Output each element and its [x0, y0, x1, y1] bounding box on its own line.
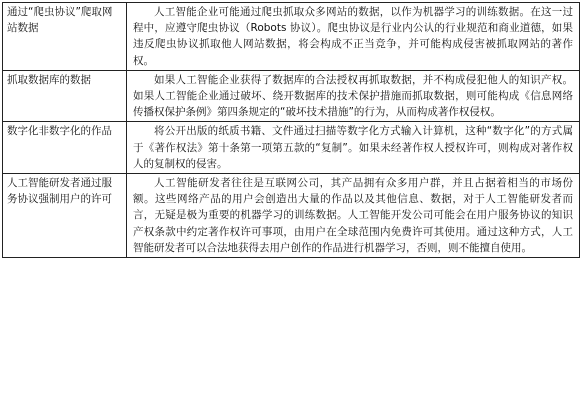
table-row [3, 70, 580, 122]
row-description: 如果人工智能企业获得了数据库的合法授权再抓取数据，并不构成侵犯他人的知识产权。如果人工智能企业通过破坏、绕开数据库的技术保护措施而抓取数据，则可能构成《信息网络传播权保护条例》第四条规定的“破坏技术措施”的行为，从而构成著作权侵权。 [127, 70, 580, 122]
row-description: 人工智能企业可能通过爬虫抓取众多网站的数据，以作为机器学习的训练数据。在这一过程中，应遵守爬虫协议（Robots 协议）。爬虫协议是行业内公认的行业规范和商业道德，如果违反爬虫协议抓取他人网站数据，将会构成不正当竞争，并可能构成侵害被抓取网站的著作权。 [127, 3, 580, 71]
table-row [3, 174, 580, 258]
row-category: 人工智能研发者通过服务协议强制用户的许可 [3, 174, 127, 258]
row-description: 将公开出版的纸质书籍、文件通过扫描等数字化方式输入计算机，这种“数字化”的方式属于《著作权法》第十条第一项第五款的“复制”。如果未经著作权人授权许可，则构成对著作权人的复制权的侵害。 [127, 122, 580, 174]
row-description: 人工智能研发者往往是互联网公司，其产品拥有众多用户群，并且占据着相当的市场份额。这些网络产品的用户会创造出大量的作品以及其他信息、数据，对于人工智能研发者而言，无疑是极为重要的机器学习的训练数据。人工智能开发公司可能会在用户服务协议的知识产权条款中约定著作权许可事项，由用户在全球范围内免费许可其使用。通过这种方式，人工智能研发者可以合法地获得去用户创作的作品进行机器学习，否则，则不能擅自使用。 [127, 174, 580, 258]
table-row [3, 3, 580, 71]
table-row [3, 122, 580, 174]
row-category: 抓取数据库的数据 [3, 70, 127, 122]
document-table [2, 2, 580, 258]
row-category: 数字化非数字化的作品 [3, 122, 127, 174]
row-category: 通过“爬虫协议”爬取网站数据 [3, 3, 127, 71]
